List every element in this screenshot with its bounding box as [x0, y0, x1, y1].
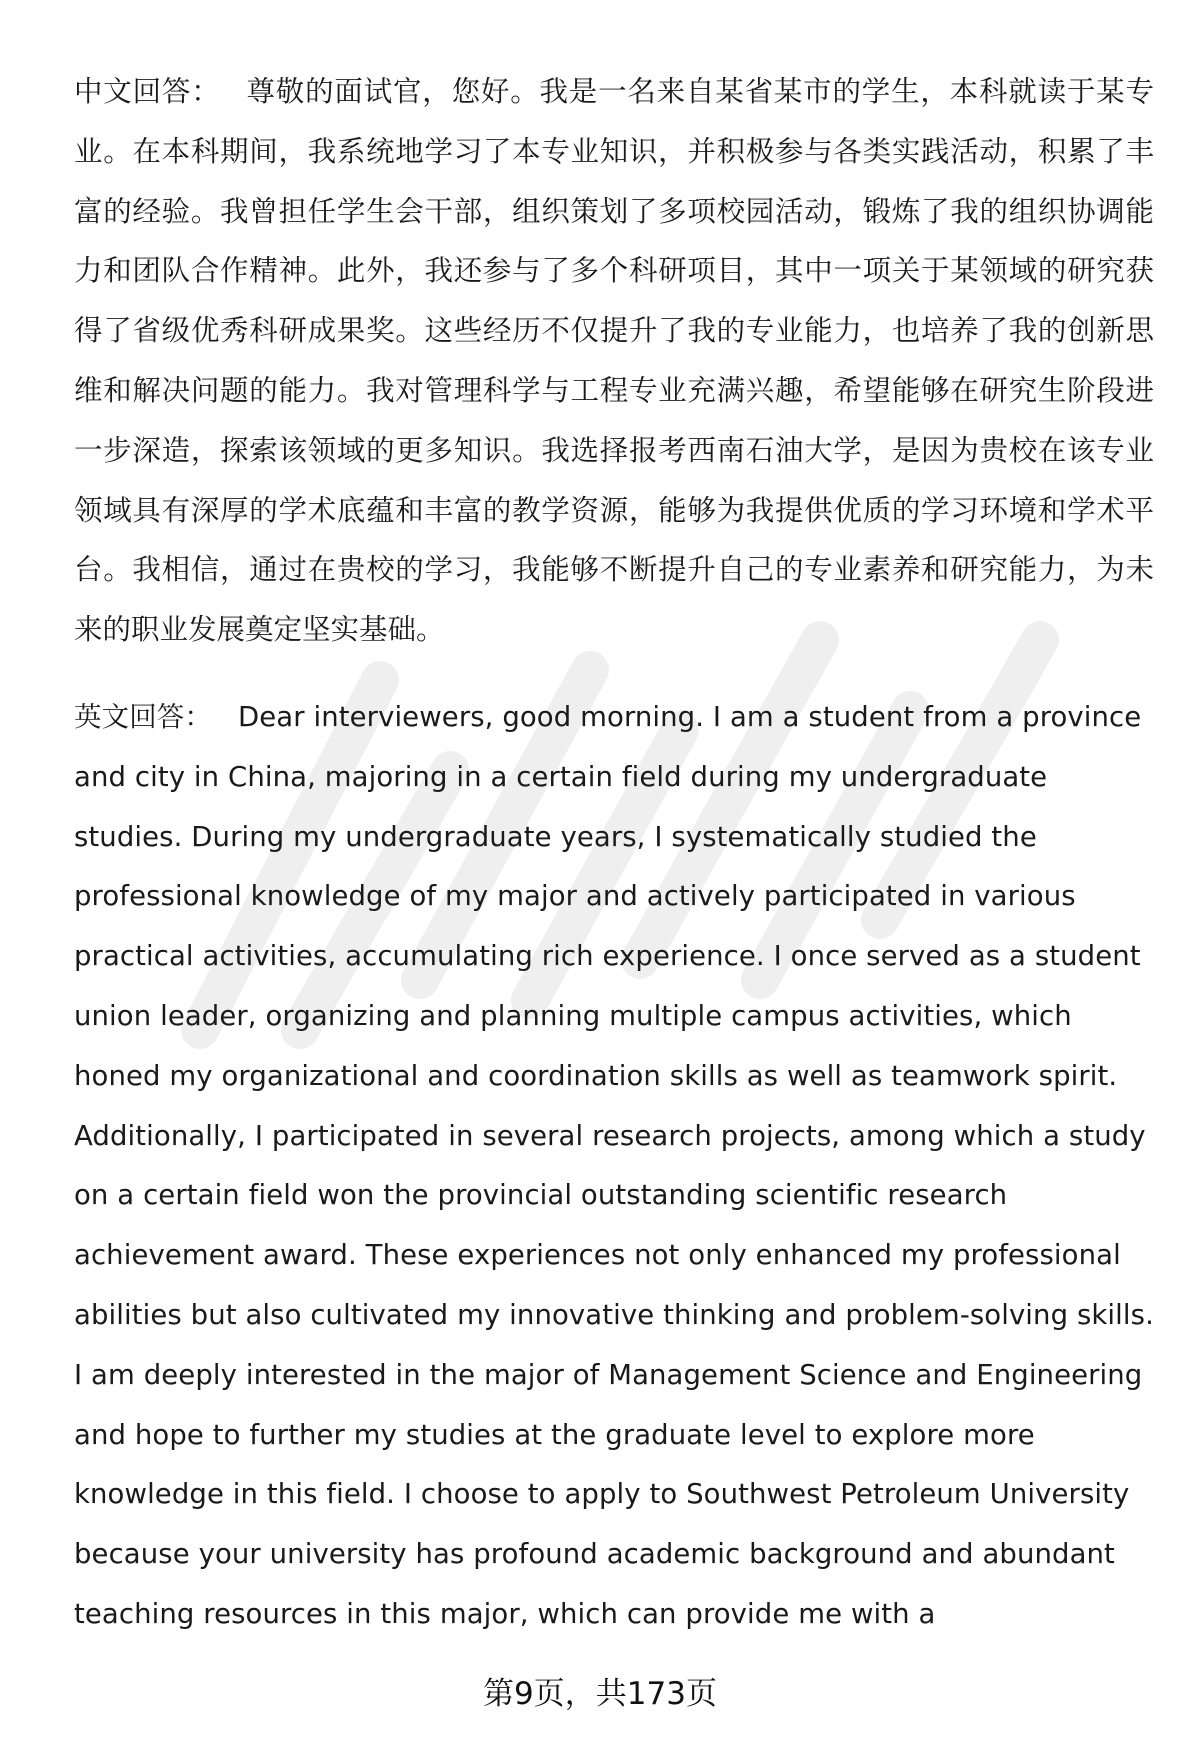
english-answer-label: 英文回答： [74, 700, 212, 733]
chinese-answer-paragraph [74, 62, 1154, 660]
chinese-answer-text: 尊敬的面试官，您好。我是一名来自某省某市的学生，本科就读于某专业。在本科期间，我系统地学习了本专业知识，并积极参与各类实践活动，积累了丰富的经验。我曾担任学生会干部，组织策划了多项校园活动，锻炼了我的组织协调能力和团队合作精神。此外，我还参与了多个科研项目，其中一项关于某领域的研究获得了省级优秀科研成果奖。这些经历不仅提升了我的专业能力，也培养了我的创新思维和解决问题的能力。我对管理科学与工程专业充满兴趣，希望能够在研究生阶段进一步深造，探索该领域的更多知识。我选择报考西南石油大学，是因为贵校在该专业领域具有深厚的学术底蕴和丰富的教学资源，能够为我提供优质的学习环境和学术平台。我相信，通过在贵校的学习，我能够不断提升自己的专业素养和研究能力，为未来的职业发展奠定坚实基础。 [74, 75, 1154, 647]
content-area [74, 62, 1154, 1645]
english-answer-text: Dear interviewers, good morning. I am a student from a province and city in China, majoring in a certain field during my undergraduate studies. During my undergraduate years, I systematically studied the professional knowledge of my major and actively participated in various practical activities, accumulating rich experience. I once served as a student union leader, organizing and planning multiple campus activities, which honed my organizational and coordination skills as well as teamwork spirit. Additionally, I participated in several research projects, among which a study on a certain field won the provincial outstanding scientific research achievement award. These experiences not only enhanced my professional abilities but also cultivated my innovative thinking and problem-solving skills. I am deeply interested in the major of Management Science and Engineering and hope to further my studies at the graduate level to explore more knowledge in this field. I choose to apply to Southwest Petroleum University because your university has profound academic background and abundant teaching resources in this major, which can provide me with a [74, 700, 1154, 1630]
chinese-answer-label: 中文回答： [74, 75, 221, 108]
page-number-footer: 第9页，共173页 [483, 1676, 717, 1712]
english-answer-paragraph [74, 688, 1154, 1645]
